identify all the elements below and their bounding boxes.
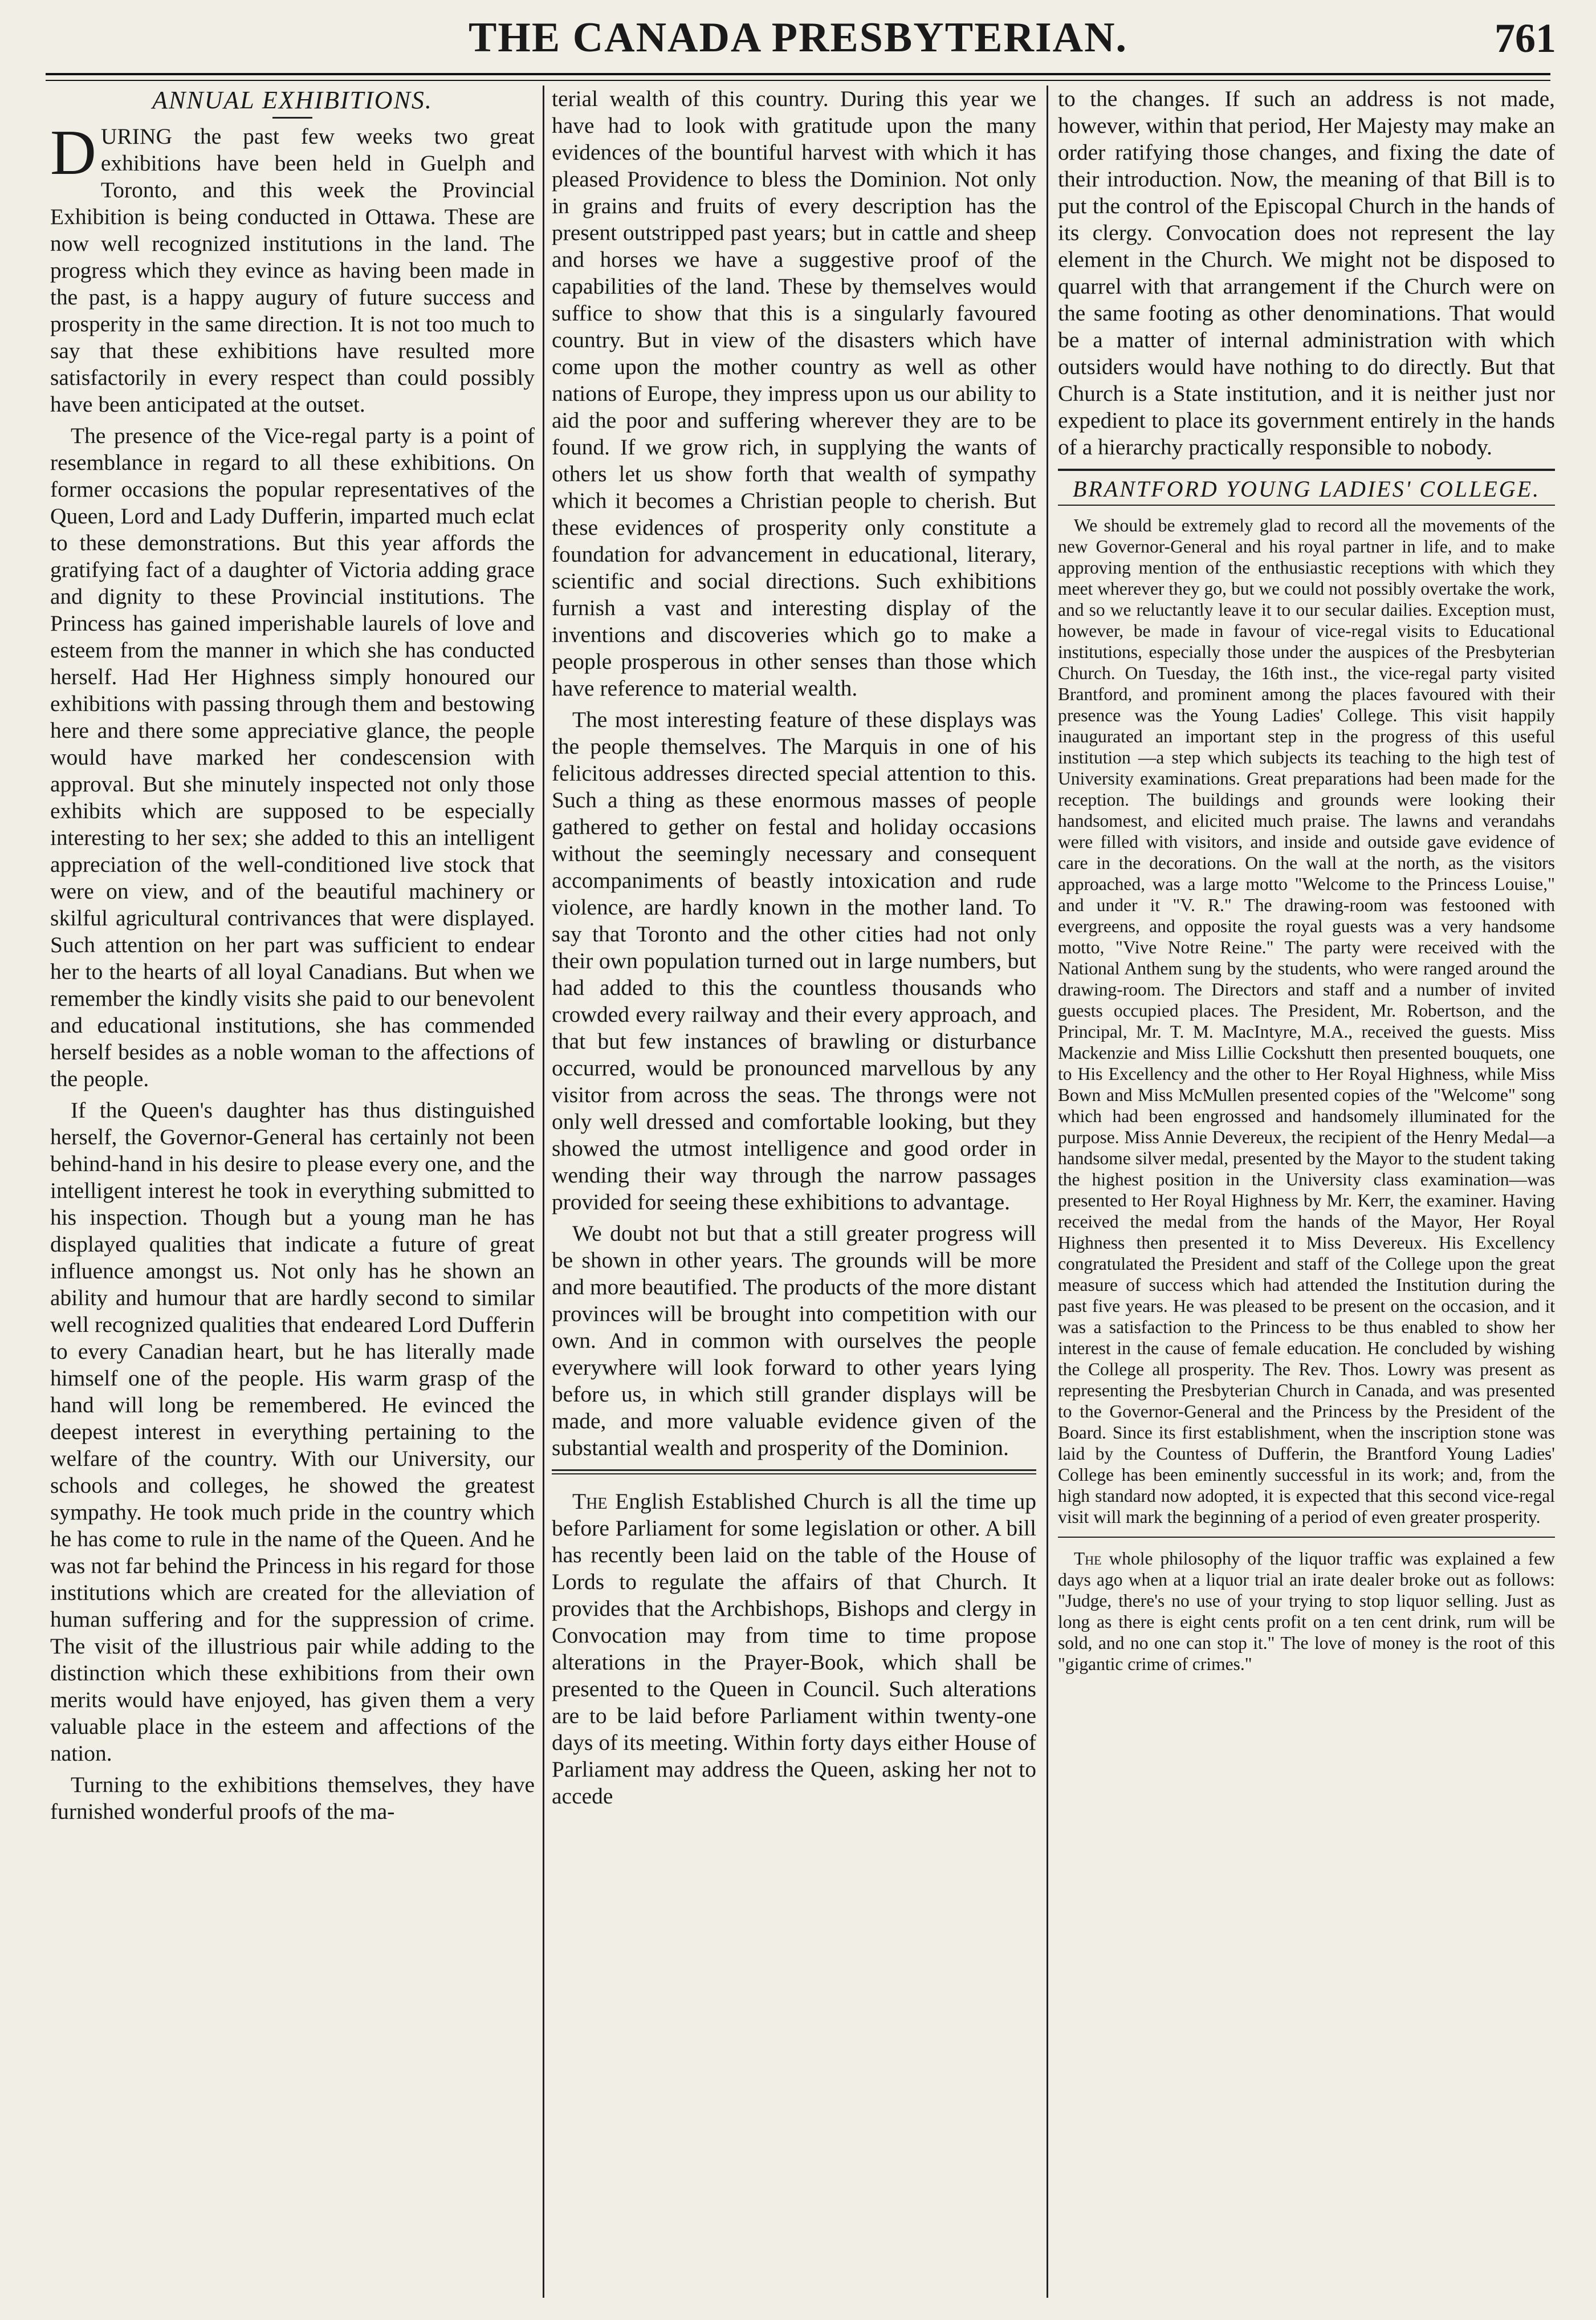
column-1 (50, 86, 535, 2298)
heading-rule (272, 117, 312, 119)
paragraph-text: English Established Church is all the time up before Parliament for some legislation or other. A bill has recently been laid on the table of the House of Lords to regulate the affairs of that Church. It provides that the Archbishops, Bishops and clergy in Convocation may from time to time propose alterations in the Prayer-Book, which shall be presented to the Queen in Council. Such alterations are to be laid before Parliament within twenty-one days of its meeting. Within forty days either House of Parliament may address the Queen, asking her not to accede (552, 1489, 1036, 1809)
article-paragraph: The presence of the Vice-regal party is a point of resemblance in regard to all these exhibitions. On former occasions the popular representatives of the Queen, Lord and Lady Dufferin, imparted much eclat to these demonstrations. But this year affords the gratifying fact of a daughter of Victoria adding grace and dignity to these Provincial institutions. The Princess has gained imperishable laurels of love and esteem from the manner in which she has conducted herself. Had Her Highness simply honoured our exhibitions with passing through them and bestowing here and there some appreciative glance, the people would have marked her condescension with approval. But she minutely inspected not only those exhibits which are supposed to be especially interesting to her sex; she added to this an intelligent appreciation of the well-conditioned live stock that were on view, and of the beautiful machinery or skilful agricultural contrivances that were displayed. Such attention on her part was sufficient to endear her to the hearts of all loyal Canadians. But when we remember the kindly visits she paid to our benevolent and educational institutions, she has commended herself besides as a noble woman to the affections of the people. (50, 423, 535, 1091)
article-paragraph: Turning to the exhibitions themselves, they have furnished wonderful proofs of the ma- (50, 1772, 535, 1824)
paragraph-text: URING the past few weeks two great exhibitions have been held in Guelph and Toronto, and this week the Provincial Exhibition is being conducted in Ottawa. These are now well recognized institutions in the land. The progress which they evince as having been made in the past, is a happy augury of future success and prosperity in the same direction. It is not too much to say that these exhibitions have resulted more satisfactorily in every respect than could possibly have been anticipated at the outset. (50, 124, 535, 417)
lead-word: The (1074, 1549, 1102, 1569)
column-2 (552, 86, 1036, 2298)
article-heading-brantford-college: BRANTFORD YOUNG LADIES' COLLEGE. (1058, 469, 1555, 506)
article-paragraph: We should be extremely glad to record all the movements of the new Governor-General and his royal partner in life, and to make approving mention of the enthusiastic receptions with which they meet wherever they go, but we could not possibly overtake the work, and so we reluctantly leave it to our secular dailies. Exception must, however, be made in favour of vice-regal visits to Educational institutions, especially those under the auspices of the Presbyterian Church. On Tuesday, the 16th inst., the vice-regal party visited Brantford, and prominent among the places favoured with their presence was the Young Ladies' College. This visit happily inaugurated an important step in the progress of this useful institution —a step which subjects its teaching to the high test of University examinations. Great preparations had been made for the reception. The buildings and grounds were looking their handsomest, and elicited much praise. The lawns and verandahs were filled with visitors, and inside and outside gave evidence of care in the decorations. On the wall at the north, as the visitors approached, was a large motto "Welcome to the Princess Louise," and under it "V. R." The drawing-room was festooned with evergreens, and opposite the royal guests was a very handsome motto, "Vive Notre Reine." The party were received with the National Anthem sung by the students, who were ranged around the drawing-room. The Directors and staff and a number of invited guests occupied places. The President, Mr. Robertson, and the Principal, Mr. T. M. MacIntyre, M.A., received the guests. Miss Mackenzie and Miss Lillie Cockshutt then presented bouquets, one to His Excellency and the other to Her Royal Highness, while Miss Bown and Miss McMullen presented copies of the "Welcome" song which had been engrossed and handsomely illuminated for the purpose. Miss Annie Devereux, the recipient of the Henry Medal—a handsome silver medal, presented by the Mayor to the student taking the highest position in the University class examination—was presented to Her Royal Highness by Mr. Kerr, the examiner. Having received the medal from the hands of the Mayor, Her Royal Highness then presented it to Miss Devereux. His Excellency congratulated the President and staff of the College upon the great measure of success which had attended the Institution during the past five years. He was pleased to be present on the occasion, and it was a satisfaction to the Princess to be thus enabled to show her interest in the cause of female education. He concluded by wishing the College all prosperity. The Rev. Thos. Lowry was present as representing the Presbyterian Church in Canada, and was presented to the Governor-General and the Princess by the President of the Board. Since its first establishment, when the inscription stone was laid by the Countess of Dufferin, the Brantford Young Ladies' College has been eminently successful in its work; and, from the high standard now adopted, it is expected that this second vice-regal visit will mark the beginning of a period of even greater prosperity. (1058, 515, 1555, 1527)
section-rule (552, 1469, 1036, 1471)
article-paragraph: If the Queen's daughter has thus distinguished herself, the Governor-General has certainly not been behind-hand in his desire to please every one, and the intelligent interest he took in everything submitted to his inspection. Though but a young man he has displayed qualities that indicate a future of great influence amongst us. Not only has he shown an ability and humour that are hardly second to similar well recognized qualities that endeared Lord Dufferin to every Canadian heart, but he has literally made himself one of the people. His warm grasp of the hand will long be remembered. He evinced the deepest interest in everything pertaining to the welfare of the country. With our University, our schools and colleges, he showed the greatest sympathy. He took much pride in the country which he has come to rule in the name of the Queen. And he was not far behind the Princess in his regard for those institutions which are created for the alleviation of human suffering and for the suppression of crime. The visit of the illustrious pair while adding to the distinction which these exhibitions from their own merits would have enjoyed, has given them a very valuable place in the esteem and affections of the nation. (50, 1098, 535, 1766)
article-paragraph (50, 117, 535, 418)
article-paragraph: We doubt not but that a still greater progress will be shown in other years. The grounds will be more and more beautified. The products of the more distant provinces will be brought into competition with our own. And in common with ourselves the people everywhere will look forward to other years lying before us, in which still grander displays will be made, and more valuable evidence given of the substantial wealth and prosperity of the Dominion. (552, 1221, 1036, 1460)
article-paragraph: The most interesting feature of these displays was the people themselves. The Marquis in one of his felicitous addresses directed special attention to this. Such a thing as these enormous masses of people gathered to gether on festal and holiday occasions without the seemingly necessary and consequent accompaniments of beastly intoxication and rude violence, are hardly known in the mother land. To say that Toronto and the other cities had not only their own population turned out in large numbers, but had added to this the countless thousands who crowded every railway and their every approach, and that but few instances of brawling or disturbance occurred, would be pronounced marvellous by any visitor from across the seas. The throngs were not only well dressed and comfortable looking, but they showed the utmost intelligence and good order in wending their way through the narrow passages provided for seeing these exhibitions to advantage. (552, 707, 1036, 1214)
lead-word: The (572, 1489, 608, 1514)
drop-cap: D (50, 117, 96, 188)
article-paragraph-liquor (1058, 1548, 1555, 1675)
masthead (34, 10, 1562, 74)
column-3 (1058, 86, 1555, 2298)
column-divider-2 (1047, 86, 1048, 2298)
article-paragraph-church (552, 1488, 1036, 1810)
article-body-small (1058, 515, 1555, 1675)
section-rule (1058, 1537, 1555, 1538)
page-number: 761 (1495, 15, 1556, 61)
masthead-rule-thin (46, 80, 1550, 81)
newspaper-title: THE CANADA PRESBYTERIAN. (468, 14, 1128, 61)
article-paragraph: to the changes. If such an address is not made, however, within that period, Her Majesty may make an order ratifying those changes, and fixing the date of their introduction. Now, the meaning of that Bill is to put the control of the Episcopal Church in the hands of its clergy. Convocation does not represent the lay element in the Church. We might not be disposed to quarrel with that arrangement if the Church were on the same footing as other denominations. That would be a matter of internal administration with which outsiders would have nothing to do directly. But that Church is a State institution, and it is neither just nor expedient to place its government entirely in the hands of a hierarchy practically responsible to nobody. (1058, 86, 1555, 460)
paragraph-text: whole philosophy of the liquor traffic was explained a few days ago when at a liquor trial an irate dealer broke out as follows: "Judge, there's no use of your trying to stop liquor selling. Just as long as there is eight cents profit on a ten cent drink, rum will be sold, and no one can stop it." The love of money is the root of this "gigantic crime of crimes." (1058, 1549, 1555, 1674)
article-heading-annual-exhibitions: ANNUAL EXHIBITIONS. (152, 86, 433, 114)
section-rule-thin (552, 1473, 1036, 1474)
column-divider-1 (543, 86, 544, 2298)
article-paragraph: terial wealth of this country. During this year we have had to look with gratitude upon the many evidences of the bountiful harvest with which it has pleased Providence to bless the Dominion. Not only in grains and fruits of every description has the present outstripped past years; but in cattle and sheep and horses we have a suggestive proof of the capabilities of the land. These by themselves would suffice to show that this is a singularly favoured country. But in view of the disasters which have come upon the mother country as well as other nations of Europe, they impress upon us our ability to aid the poor and suffering wherever they are to be found. If we grow rich, in supplying the wants of others let us show forth that wealth of sympathy which it becomes a Christian people to cherish. But these evidences of prosperity only constitute a foundation for advancement in educational, literary, scientific and social directions. Such exhibitions furnish a vast and interesting display of the inventions and discoveries which go to make a people prosperous in other senses than those which have reference to material wealth. (552, 86, 1036, 701)
masthead-rule (46, 73, 1550, 75)
